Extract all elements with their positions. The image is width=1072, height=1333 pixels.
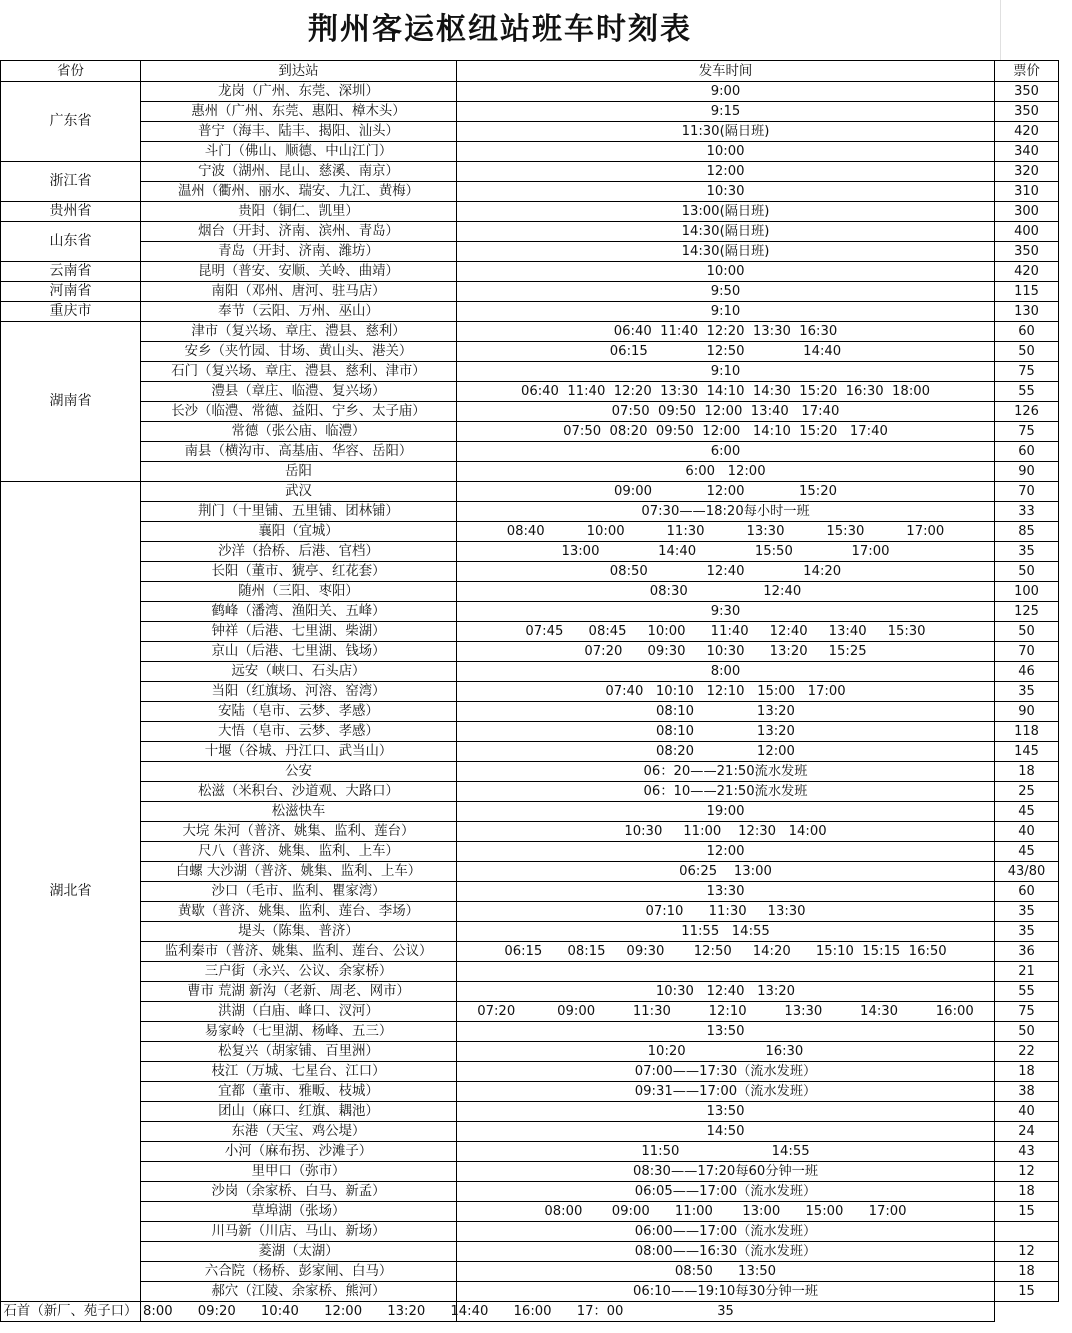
price-cell: 40 <box>995 1102 1059 1122</box>
province-cell: 河南省 <box>1 282 141 302</box>
destination-cell: 曹市 荒湖 新沟（老新、周老、网市） <box>141 982 457 1002</box>
departure-time-cell: 10:30 <box>457 182 995 202</box>
price-cell: 35 <box>457 1302 995 1322</box>
destination-cell: 小河（麻布拐、沙滩子） <box>141 1142 457 1162</box>
departure-time-cell: 08:00 09:00 11:00 13:00 15:00 17:00 <box>457 1202 995 1222</box>
destination-cell: 奉节（云阳、万州、巫山） <box>141 302 457 322</box>
departure-time-cell: 08:30——17:20每60分钟一班 <box>457 1162 995 1182</box>
destination-cell: 枝江（万城、七星台、江口） <box>141 1062 457 1082</box>
table-row <box>1 182 1059 202</box>
departure-time-cell: 06:25 13:00 <box>457 862 995 882</box>
price-cell: 350 <box>995 82 1059 102</box>
table-row <box>1 722 1059 742</box>
departure-time-cell: 19:00 <box>457 802 995 822</box>
table-row <box>1 842 1059 862</box>
price-cell: 118 <box>995 722 1059 742</box>
price-cell: 46 <box>995 662 1059 682</box>
destination-cell: 沙口（毛市、监利、瞿家湾） <box>141 882 457 902</box>
table-row <box>1 362 1059 382</box>
price-cell: 75 <box>995 422 1059 442</box>
price-cell: 300 <box>995 202 1059 222</box>
table-row <box>1 962 1059 982</box>
destination-cell: 岳阳 <box>141 462 457 482</box>
price-cell: 420 <box>995 122 1059 142</box>
price-cell: 60 <box>995 322 1059 342</box>
header-province: 省份 <box>1 61 141 82</box>
price-cell: 18 <box>995 1062 1059 1082</box>
destination-cell: 沙岗（余家桥、白马、新孟） <box>141 1182 457 1202</box>
table-row <box>1 262 1059 282</box>
destination-cell: 川马新（川店、马山、新场） <box>141 1222 457 1242</box>
destination-cell: 大垸 朱河（普济、姚集、监利、莲台） <box>141 822 457 842</box>
table-row <box>1 802 1059 822</box>
destination-cell: 白螺 大沙湖（普济、姚集、监利、上车） <box>141 862 457 882</box>
departure-time-cell: 12:00 <box>457 162 995 182</box>
table-row <box>1 742 1059 762</box>
header-row <box>1 61 1059 82</box>
departure-time-cell: 09:00 12:00 15:20 <box>457 482 995 502</box>
price-cell: 50 <box>995 342 1059 362</box>
table-row <box>1 1282 1059 1302</box>
price-cell: 70 <box>995 482 1059 502</box>
table-row <box>1 702 1059 722</box>
price-cell: 18 <box>995 1262 1059 1282</box>
price-cell: 126 <box>995 402 1059 422</box>
price-cell: 33 <box>995 502 1059 522</box>
departure-time-cell: 14:30(隔日班) <box>457 222 995 242</box>
province-cell: 湖北省 <box>1 482 141 1302</box>
table-row <box>1 662 1059 682</box>
price-cell: 420 <box>995 262 1059 282</box>
departure-time-cell: 07:50 09:50 12:00 13:40 17:40 <box>457 402 995 422</box>
price-cell: 35 <box>995 682 1059 702</box>
departure-time-cell: 06:15 08:15 09:30 12:50 14:20 15:10 15:15 16:50 <box>457 942 995 962</box>
destination-cell: 草埠湖（张场） <box>141 1202 457 1222</box>
table-row <box>1 1002 1059 1022</box>
departure-time-cell: 11:50 14:55 <box>457 1142 995 1162</box>
price-cell: 50 <box>995 1022 1059 1042</box>
price-cell: 45 <box>995 842 1059 862</box>
price-cell: 100 <box>995 582 1059 602</box>
table-row <box>1 242 1059 262</box>
departure-time-cell: 13:00 14:40 15:50 17:00 <box>457 542 995 562</box>
departure-time-cell: 9:10 <box>457 362 995 382</box>
departure-time-cell: 06:05——17:00（流水发班） <box>457 1182 995 1202</box>
price-cell: 22 <box>995 1042 1059 1062</box>
province-cell: 重庆市 <box>1 302 141 322</box>
province-cell: 广东省 <box>1 82 141 162</box>
table-row <box>1 882 1059 902</box>
price-cell: 12 <box>995 1162 1059 1182</box>
destination-cell: 沙洋（拾桥、后港、官档） <box>141 542 457 562</box>
departure-time-cell: 06:15 12:50 14:40 <box>457 342 995 362</box>
destination-cell: 南阳（邓州、唐河、驻马店） <box>141 282 457 302</box>
table-row <box>1 282 1059 302</box>
table-row <box>1 202 1059 222</box>
table-row <box>1 1182 1059 1202</box>
table-row <box>1 542 1059 562</box>
table-row <box>1 322 1059 342</box>
price-cell: 15 <box>995 1282 1059 1302</box>
table-row <box>1 1142 1059 1162</box>
destination-cell: 荆门（十里铺、五里铺、团林铺） <box>141 502 457 522</box>
price-cell: 40 <box>995 822 1059 842</box>
table-row <box>1 1082 1059 1102</box>
table-row <box>1 122 1059 142</box>
destination-cell: 松滋快车 <box>141 802 457 822</box>
table-row <box>1 142 1059 162</box>
table-row <box>1 1042 1059 1062</box>
table-row <box>1 642 1059 662</box>
table-row <box>1 862 1059 882</box>
departure-time-cell: 9:50 <box>457 282 995 302</box>
price-cell: 90 <box>995 462 1059 482</box>
destination-cell: 龙岗（广州、东莞、深圳） <box>141 82 457 102</box>
departure-time-cell: 6:00 <box>457 442 995 462</box>
destination-cell: 黄歇（普济、姚集、监利、莲台、李场） <box>141 902 457 922</box>
departure-time-cell: 12:00 <box>457 842 995 862</box>
destination-cell: 随州（三阳、枣阳） <box>141 582 457 602</box>
price-cell: 70 <box>995 642 1059 662</box>
destination-cell: 南县（横沟市、高基庙、华容、岳阳） <box>141 442 457 462</box>
departure-time-cell: 8:00 09:20 10:40 12:00 13:20 14:40 16:00 17：00 <box>141 1302 457 1322</box>
header-destination: 到达站 <box>141 61 457 82</box>
price-cell: 24 <box>995 1122 1059 1142</box>
page-title: 荆州客运枢纽站班车时刻表 <box>308 12 692 47</box>
province-cell: 贵州省 <box>1 202 141 222</box>
departure-time-cell: 13:50 <box>457 1102 995 1122</box>
price-cell: 350 <box>995 242 1059 262</box>
table-row <box>1 1162 1059 1182</box>
destination-cell: 公安 <box>141 762 457 782</box>
departure-time-cell: 08:50 12:40 14:20 <box>457 562 995 582</box>
destination-cell: 东港（天宝、鸡公堤） <box>141 1122 457 1142</box>
price-cell: 145 <box>995 742 1059 762</box>
price-cell: 320 <box>995 162 1059 182</box>
departure-time-cell: 06:40 11:40 12:20 13:30 14:10 14:30 15:20 16:30 18:00 <box>457 382 995 402</box>
destination-cell: 宁波（湖州、昆山、慈溪、南京） <box>141 162 457 182</box>
price-cell: 12 <box>995 1242 1059 1262</box>
table-row <box>1 1062 1059 1082</box>
departure-time-cell: 07:20 09:30 10:30 13:20 15:25 <box>457 642 995 662</box>
province-cell: 浙江省 <box>1 162 141 202</box>
table-row <box>1 1122 1059 1142</box>
departure-time-cell: 08:20 12:00 <box>457 742 995 762</box>
price-cell: 75 <box>995 362 1059 382</box>
destination-cell: 三户街（永兴、公议、余家桥） <box>141 962 457 982</box>
destination-cell: 远安（峡口、石头店） <box>141 662 457 682</box>
destination-cell: 尺八（普济、姚集、监利、上车） <box>141 842 457 862</box>
destination-cell: 监利秦市（普济、姚集、监利、莲台、公议） <box>141 942 457 962</box>
departure-time-cell: 06：20——21:50流水发班 <box>457 762 995 782</box>
schedule-rows <box>1 82 1059 1322</box>
destination-cell: 昆明（普安、安顺、关岭、曲靖） <box>141 262 457 282</box>
destination-cell: 郝穴（江陵、余家桥、熊河） <box>141 1282 457 1302</box>
table-row <box>1 582 1059 602</box>
destination-cell: 京山（后港、七里湖、钱场） <box>141 642 457 662</box>
departure-time-cell: 07:45 08:45 10:00 11:40 12:40 13:40 15:30 <box>457 622 995 642</box>
price-cell: 400 <box>995 222 1059 242</box>
table-row <box>1 922 1059 942</box>
departure-time-cell: 07:20 09:00 11:30 12:10 13:30 14:30 16:00 <box>457 1002 995 1022</box>
table-row <box>1 1102 1059 1122</box>
destination-cell: 十堰（谷城、丹江口、武当山） <box>141 742 457 762</box>
price-cell: 55 <box>995 982 1059 1002</box>
price-cell: 125 <box>995 602 1059 622</box>
price-cell: 350 <box>995 102 1059 122</box>
price-cell: 85 <box>995 522 1059 542</box>
destination-cell: 常德（张公庙、临澧） <box>141 422 457 442</box>
table-row <box>1 402 1059 422</box>
departure-time-cell: 6:00 12:00 <box>457 462 995 482</box>
destination-cell: 武汉 <box>141 482 457 502</box>
table-row <box>1 302 1059 322</box>
destination-cell: 澧县（章庄、临澧、复兴场） <box>141 382 457 402</box>
destination-cell: 安乡（夹竹园、甘场、黄山头、港关） <box>141 342 457 362</box>
departure-time-cell: 06:00——17:00（流水发班） <box>457 1222 995 1242</box>
departure-time-cell <box>457 962 995 982</box>
table-row <box>1 462 1059 482</box>
departure-time-cell: 06:40 11:40 12:20 13:30 16:30 <box>457 322 995 342</box>
table-row <box>1 902 1059 922</box>
destination-cell: 普宁（海丰、陆丰、揭阳、汕头） <box>141 122 457 142</box>
destination-cell: 宜都（董市、雅畈、枝城） <box>141 1082 457 1102</box>
destination-cell: 襄阳（宜城） <box>141 522 457 542</box>
price-cell: 43/80 <box>995 862 1059 882</box>
price-cell: 15 <box>995 1202 1059 1222</box>
province-cell: 云南省 <box>1 262 141 282</box>
price-cell: 35 <box>995 922 1059 942</box>
table-row <box>1 162 1059 182</box>
price-cell: 50 <box>995 562 1059 582</box>
destination-cell: 津市（复兴场、章庄、澧县、慈利） <box>141 322 457 342</box>
destination-cell: 石门（复兴场、章庄、澧县、慈利、津市） <box>141 362 457 382</box>
departure-time-cell: 08:30 12:40 <box>457 582 995 602</box>
table-row <box>1 982 1059 1002</box>
departure-time-cell: 9:30 <box>457 602 995 622</box>
destination-cell: 钟祥（后港、七里湖、柴湖） <box>141 622 457 642</box>
departure-time-cell: 14:30(隔日班) <box>457 242 995 262</box>
price-cell <box>995 1222 1059 1242</box>
table-row <box>1 562 1059 582</box>
table-row <box>1 522 1059 542</box>
departure-time-cell: 13:50 <box>457 1022 995 1042</box>
table-row <box>1 1262 1059 1282</box>
destination-cell: 松滋（米积台、沙道观、大路口） <box>141 782 457 802</box>
departure-time-cell: 11:30(隔日班) <box>457 122 995 142</box>
departure-time-cell: 06：10——21:50流水发班 <box>457 782 995 802</box>
table-row <box>1 1022 1059 1042</box>
destination-cell: 贵阳（铜仁、凯里） <box>141 202 457 222</box>
destination-cell: 斗门（佛山、顺德、中山江门） <box>141 142 457 162</box>
price-cell: 60 <box>995 442 1059 462</box>
destination-cell: 青岛（开封、济南、潍坊） <box>141 242 457 262</box>
departure-time-cell: 08:40 10:00 11:30 13:30 15:30 17:00 <box>457 522 995 542</box>
table-row <box>1 222 1059 242</box>
departure-time-cell: 10:30 11:00 12:30 14:00 <box>457 822 995 842</box>
departure-time-cell: 11:55 14:55 <box>457 922 995 942</box>
price-cell: 25 <box>995 782 1059 802</box>
destination-cell: 大悟（皂市、云梦、孝感） <box>141 722 457 742</box>
table-row <box>1 942 1059 962</box>
departure-time-cell: 10:00 <box>457 142 995 162</box>
price-cell: 43 <box>995 1142 1059 1162</box>
province-cell: 山东省 <box>1 222 141 262</box>
destination-cell: 堤头（陈集、普济） <box>141 922 457 942</box>
table-row <box>1 1202 1059 1222</box>
destination-cell: 松复兴（胡家铺、百里洲） <box>141 1042 457 1062</box>
price-cell: 18 <box>995 1182 1059 1202</box>
departure-time-cell: 10:00 <box>457 262 995 282</box>
table-row <box>1 82 1059 102</box>
departure-time-cell: 07:10 11:30 13:30 <box>457 902 995 922</box>
departure-time-cell: 07:40 10:10 12:10 15:00 17:00 <box>457 682 995 702</box>
price-cell: 75 <box>995 1002 1059 1022</box>
price-cell: 130 <box>995 302 1059 322</box>
price-cell: 90 <box>995 702 1059 722</box>
table-row <box>1 1222 1059 1242</box>
table-row <box>1 1302 1059 1322</box>
price-cell: 21 <box>995 962 1059 982</box>
price-cell: 340 <box>995 142 1059 162</box>
departure-time-cell: 13:30 <box>457 882 995 902</box>
departure-time-cell: 07:30——18:20每小时一班 <box>457 502 995 522</box>
price-cell: 310 <box>995 182 1059 202</box>
departure-time-cell: 9:00 <box>457 82 995 102</box>
table-row <box>1 762 1059 782</box>
departure-time-cell: 08:50 13:50 <box>457 1262 995 1282</box>
price-cell: 35 <box>995 542 1059 562</box>
price-cell: 60 <box>995 882 1059 902</box>
table-row <box>1 482 1059 502</box>
destination-cell: 菱湖（太湖） <box>141 1242 457 1262</box>
destination-cell: 长沙（临澧、常德、益阳、宁乡、太子庙） <box>141 402 457 422</box>
header-price: 票价 <box>995 61 1059 82</box>
departure-time-cell: 07:00——17:30（流水发班） <box>457 1062 995 1082</box>
departure-time-cell: 09:31——17:00（流水发班） <box>457 1082 995 1102</box>
schedule-table <box>0 60 1059 1322</box>
departure-time-cell: 08:00——16:30（流水发班） <box>457 1242 995 1262</box>
price-cell: 35 <box>995 902 1059 922</box>
departure-time-cell: 9:15 <box>457 102 995 122</box>
table-row <box>1 102 1059 122</box>
destination-cell: 烟台（开封、济南、滨州、青岛） <box>141 222 457 242</box>
table-row <box>1 382 1059 402</box>
departure-time-cell: 06:10——19:10每30分钟一班 <box>457 1282 995 1302</box>
price-cell: 38 <box>995 1082 1059 1102</box>
table-row <box>1 602 1059 622</box>
destination-cell: 鹤峰（潘湾、渔阳关、五峰） <box>141 602 457 622</box>
destination-cell: 长阳（董市、猇亭、红花套） <box>141 562 457 582</box>
destination-cell: 易家岭（七里湖、杨峰、五三） <box>141 1022 457 1042</box>
table-row <box>1 682 1059 702</box>
table-row <box>1 782 1059 802</box>
destination-cell: 洪湖（白庙、峰口、汊河） <box>141 1002 457 1022</box>
price-cell: 45 <box>995 802 1059 822</box>
table-row <box>1 422 1059 442</box>
departure-time-cell: 08:10 13:20 <box>457 702 995 722</box>
table-row <box>1 502 1059 522</box>
destination-cell: 团山（麻口、红旗、耦池） <box>141 1102 457 1122</box>
price-cell: 115 <box>995 282 1059 302</box>
departure-time-cell: 13:00(隔日班) <box>457 202 995 222</box>
departure-time-cell: 10:30 12:40 13:20 <box>457 982 995 1002</box>
table-row <box>1 1242 1059 1262</box>
table-row <box>1 442 1059 462</box>
price-cell: 36 <box>995 942 1059 962</box>
destination-cell: 里甲口（弥市） <box>141 1162 457 1182</box>
table-row <box>1 622 1059 642</box>
destination-cell: 安陆（皂市、云梦、孝感） <box>141 702 457 722</box>
departure-time-cell: 07:50 08:20 09:50 12:00 14:10 15:20 17:40 <box>457 422 995 442</box>
destination-cell: 惠州（广州、东莞、惠阳、樟木头） <box>141 102 457 122</box>
departure-time-cell: 14:50 <box>457 1122 995 1142</box>
table-row <box>1 342 1059 362</box>
province-cell: 湖南省 <box>1 322 141 482</box>
destination-cell: 石首（新厂、苑子口） <box>1 1302 141 1322</box>
departure-time-cell: 10:20 16:30 <box>457 1042 995 1062</box>
departure-time-cell: 8:00 <box>457 662 995 682</box>
price-cell: 18 <box>995 762 1059 782</box>
header-departure-time: 发车时间 <box>457 61 995 82</box>
destination-cell: 温州（衢州、丽水、瑞安、九江、黄梅） <box>141 182 457 202</box>
table-row <box>1 822 1059 842</box>
destination-cell: 当阳（红旗场、河溶、窑湾） <box>141 682 457 702</box>
departure-time-cell: 9:10 <box>457 302 995 322</box>
departure-time-cell: 08:10 13:20 <box>457 722 995 742</box>
price-cell: 50 <box>995 622 1059 642</box>
destination-cell: 六合院（杨桥、彭家闸、白马） <box>141 1262 457 1282</box>
price-cell: 55 <box>995 382 1059 402</box>
